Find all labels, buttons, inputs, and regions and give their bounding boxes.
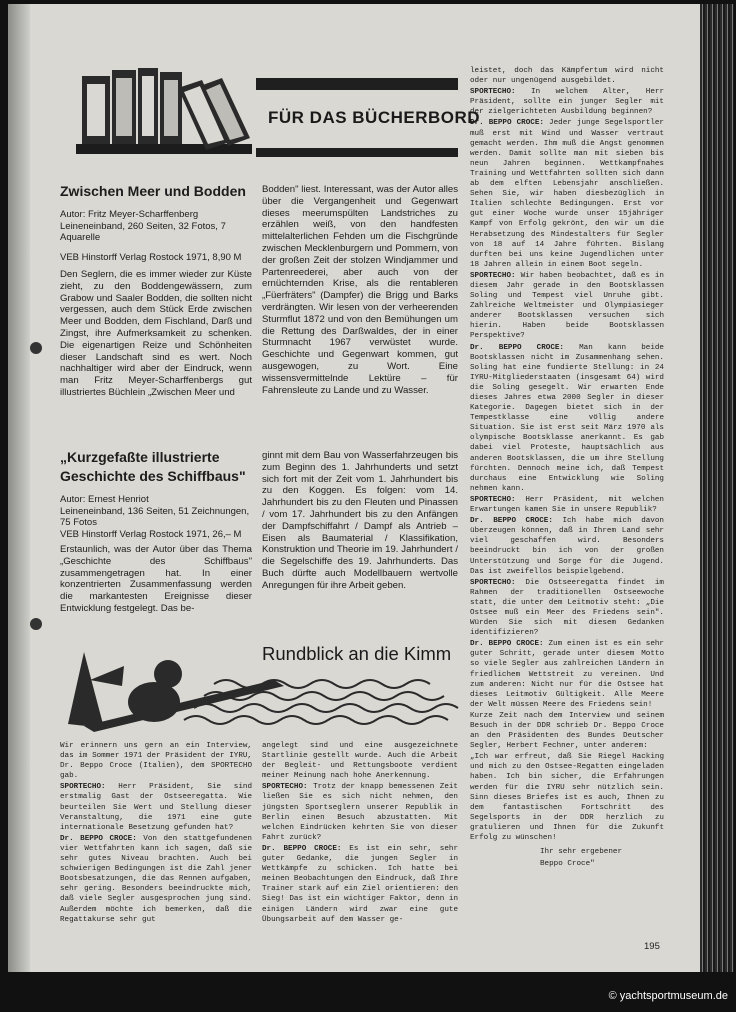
speaker-croce: Dr. BEPPO CROCE: [470,640,544,649]
answer-text: angelegt sind und eine ausgezeichnete Startlinie gestellt wurde. Auch die Arbeit der Begleit- und Rettungsboote verdient meiner Meinung nach hohe Anerkennung. [262,742,458,781]
answer-text: Von den stattgefundenen vier Wettfahrten kann ich sagen, daß sie sehr gutes Niveau brachten. Auch bei schwierigen Bedingungen ist die Zahl jener Bootsbesatzungen, die das Rennen aufgaben, sehr gering. Besonders beeindruckte mich, daß viele Segler ausgesprochen jung sind. Außerdem möchte ich bemerken, daß die Regattakurse sehr gut [60,834,252,924]
header-rule-bottom [256,148,458,157]
book-edge [700,4,734,972]
speaker-sportecho: SPORTECHO: [60,783,106,792]
speaker-croce: Dr. BEPPO CROCE: [60,834,137,843]
section2-title: Rundblick an die Kimm [262,643,452,664]
book2-column [60,448,252,615]
speaker-sportecho: SPORTECHO: [470,88,516,97]
book1-author: Autor: Fritz Meyer-Scharffenberg [60,209,199,220]
answer-text: leistet, doch das Kämpfertum wird nicht oder nur ungenügend ausgebildet. [470,67,664,86]
question-text: Wir haben beobachtet, daß es in diesem Jahr gerade in den Bootsklassen Soling und Tempest viel Unruhe gibt. Zahlreiche Weltmeister und Olympiasieger anderer Bootsklassen versuchen sich hierin. Haben beide Bootsklassen Perspektive? [470,271,664,341]
interview-col3 [470,66,664,870]
speaker-sportecho: SPORTECHO: [262,783,308,792]
book1-publisher: VEB Hinstorff Verlag Rostock 1971, 8,90 M [60,251,242,263]
binding-hole [30,618,42,630]
book2-title: „Kurzgefaßte illustrierte Geschichte des Schiffbaus" [60,449,246,484]
question-text: Herr Präsident, mit welchen Erwartungen kamen Sie in unsere Republik? [470,495,664,515]
speaker-sportecho: SPORTECHO: [470,271,516,280]
book1-review-cont: Bodden" liest. Interessant, was der Autor alles über die Vergangenheit und Gegenwart dieses meerumspülten Landstriches zu erzählen weiß, von den handfesten mittelalterlichen Fehden um die Fischgründe zwischen Mecklenburgern und Pommern, von der großen Zeit der stolzen Windjammer und Partenreederei, aber auch von der ernüchternden Krise, als die rentableren „Füerfräters" (Dampfer) die Brigg und Barks verdrängten. Wir lesen von der verheerenden Sturmflut 1872 und von den Bemühungen um die Rettung des Darßwaldes, der in einer Sturmnacht 1967 verwüstet wurde. Geschichte und Gegenwart kommen, gut ausgewogen, zu Wort. Eine wissensvermittelnde Lektüre – für Fahrensleute zu Lande und zu Wasser. [262,184,458,396]
page-number: 195 [644,941,660,952]
book2-review-cont: ginnt mit dem Bau von Wasserfahrzeugen bis zum Beginn des 1. Jahrhunderts und setzt sich fort mit der Zeit vom 1. Jahrhundert bis zu den Koggen. Es folgen: vom 14. Jahrhundert bis zu den Fleuten und Pinassen / vom 17. Jahrhundert bis zu den Anfängen der Dampfschiffahrt / Dampf als Antrieb – Eisen als Baumaterial / Klassifikation, Konstruktion und Theorie im 19. Jahrhundert / die Segelschiffe des 19. Jahrhunderts. Das Buch dürfte auch Modellbauern wertvolle Anregungen für ihre Arbeit geben. [262,450,458,591]
books-illustration [76,64,256,156]
speaker-sportecho: SPORTECHO: [470,578,516,587]
question-text: Herr Präsident, Sie sind erstmalig Gast der Ostseeregatta. Wie beurteilen Sie Wert und Stellung dieser Veranstaltung, die 1971 eine gute internationale Besetzung gefunden hat? [60,783,252,832]
letter-closing: Ihr sehr ergebener [540,848,623,857]
book2-binding: Leineneinband, 136 Seiten, 51 Zeichnungen, 75 Fotos [60,505,250,528]
question-text: Trotz der knapp bemessenen Zeit ließen Sie es sich nicht nehmen, den jüngsten Sportseglern unserer Republik in Berlin einen Besuch abzustatten. Mit welchen Eindrücken kehrten Sie von dieser Fahrt zurück? [262,783,458,842]
watermark: © yachtsportmuseum.de [608,990,728,1002]
interview-intro: Wir erinnern uns gern an ein Interview, das im Sommer 1971 der Präsident der IYRU, Dr. Beppo Croce (Italien), dem SPORTECHO gab. [60,742,252,781]
question-text: Die Ostseeregatta findet im Rahmen der traditionellen Ostseewoche statt, die unter dem Leitmotiv steht: „Die Ostsee muß ein Meer des Friedens sein". Würden Sie sich mit diesem Gedanken identifizieren? [470,578,664,638]
answer-text: Zum einen ist es ein sehr guter Schritt, gerade unter diesem Motto so viele Segler aus zahlreichen Ländern in friedlichem Wettstreit zu vereinen. Und zum anderen: Nicht nur für die Ostsee hat dieses Leitmotiv Gültigkeit. Alle Meere der Welt müssen Meere des Friedens sein! [470,640,664,709]
book2-review: Erstaunlich, was der Autor über das Thema „Geschichte des Schiffbaus" zusammengetragen hat. In einer konzentrierten Zusammenfassung werden die markantesten Ereignisse dieser Entwicklung festgelegt. Das be- [60,544,252,614]
book2-publisher: VEB Hinstorff Verlag Rostock 1971, 26,– M [60,528,242,540]
letter-signature: Beppo Croce" [540,860,595,869]
interview-col2 [262,741,458,926]
speaker-croce: Dr. BEPPO CROCE: [470,517,553,526]
answer-text: Ich habe mich davon überzeugen können, daß in Ihrem Land sehr viel geschaffen wird. Besonders beeindruckt bin ich von der großen Unterstützung und Sorge für die Jugend. Das ist zweifellos beispielgebend. [470,517,664,576]
sail [68,652,104,728]
shelf [76,144,252,154]
answer-text: Jeder junge Segelsportler muß erst mit Wind und Wasser vertraut gemacht werden. Ihm muß die Angst genommen werden. Damit sollte man mit sieben bis neun Jahren beginnen. Wettkampfnahes Training und Wettfahrten sollten sich dann ab dem elften Lebensjahr anschließen. Sehen Sie, wir haben diesbezüglich in Italien schlechte Bedingungen. Erst vor gut einer Woche wurde unser 15jähriger Kampf von Erfolg gekrönt, den wir um die Herabsetzung des Mindestalters für Segler von 18 auf 14 Jahre führten. Bislang durften bei uns keine Jugendlichen unter 18 Jahren allein in einem Boot segeln. [470,119,664,269]
answer-text: Man kann beide Bootsklassen nicht im Zusammenhang sehen. Soling hat eine fundierte Stellung: in 24 IYRU-Mitgliederstaaten (insgesamt 64) wird die Soling gesegelt. Wir erwarten Ende dieses Jahres etwa 2000 Segler in dieser Kategorie. Dagegen bietet sich in der Tempestklasse eine völlig andere Situation. Sie ist erst seit März 1970 als olympische Bootsklasse anerkannt. Es gab dabei viel Proteste, hauptsächlich aus anderen Bootsklassen, die um ihre Stellung fürchten. Dennoch meine ich, daß Tempest durchaus eine Entwicklung wie Soling nehmen kann. [470,343,664,493]
interview-col1 [60,741,252,926]
binding-hole [30,342,42,354]
header-rule-top [256,78,458,90]
book2-author: Autor: Ernest Henriot [60,494,149,505]
book1-column [60,182,252,399]
speaker-sportecho: SPORTECHO: [470,495,516,504]
letter-text: „Ich war erfreut, daß Sie Riegel Hacking und mich zu den Ostsee-Regatten eingeladen haben. Ich bin sicher, die Erfahrungen werden für die IYRU sehr nützlich sein. Sinn dieses Briefes ist es auch, Ihnen zu dem fantastischen Fortschritt des Segelsports in der DDR herzlich zu gratulieren und Ihnen für die Zukunft Erfolg zu wünschen! [470,753,664,843]
page-gutter [8,4,30,972]
speaker-croce: Dr. BEPPO CROCE: [262,844,342,853]
book1-review: Den Seglern, die es immer wieder zur Küste zieht, zu den Boddengewässern, zum Grabow und Saaler Bodden, die sollten nicht vergessen, auch dem Stück Erde zwischen Meer und Bodden, dem Fischland, Darß und Zingst, ihre Aufmerksamkeit zu schenken. Die eigenartigen Reize und Schönheiten dieser Landschaft sind es wert. Noch nachhaltiger wird aber der Eindruck, wenn man Fritz Meyer-Scharffenbergs gut illustriertes Büchlein „Zwischen Meer und [60,269,252,398]
speaker-croce: Dr. BEPPO CROCE: [470,343,564,352]
waves [184,680,458,724]
book1-binding: Leineneinband, 260 Seiten, 32 Fotos, 7 Aquarelle [60,220,226,243]
epilogue-text: Kurze Zeit nach dem Interview und seinem Besuch in der DDR schrieb Dr. Beppo Croce an den Präsidenten des Bundes Deutscher Segler, Herbert Fechner, unter anderem: [470,711,664,751]
book1-title: Zwischen Meer und Bodden [60,183,246,199]
speaker-croce: Dr. BEPPO CROCE: [470,119,544,128]
book1-review-cont-column [262,184,458,396]
section-title: FÜR DAS BÜCHERBORD [268,108,481,127]
answer-text: Es ist ein sehr, sehr guter Gedanke, die jungen Segler in Wettkämpfe zu schicken. Ich hatte bei meinen Beobachtungen den Eindruck, daß Ihre Trainer stark auf ein Ziel orientieren: den Sieg! Das ist ein wichtiger Faktor, denn in einigen Ländern wird zwar eine gute Übungsarbeit auf dem Wasser ge- [262,844,458,924]
question-text: In welchem Alter, Herr Präsident, sollte ein junger Segler mit der zielgerichteten Ausbildung beginnen? [470,88,664,117]
book2-review-cont-column [262,450,458,592]
